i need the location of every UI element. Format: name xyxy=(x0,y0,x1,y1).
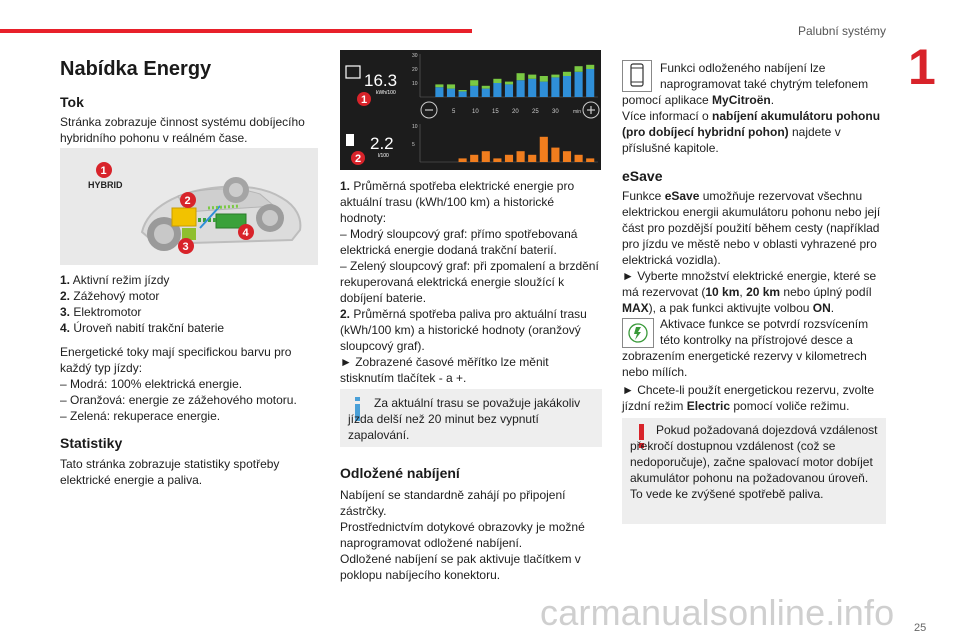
desc-item-blue: – Modrý sloupcový graf: přímo spotřebovaná elektrická energie dodaná trakční baterií. xyxy=(340,227,578,257)
smartphone-paragraph: Funkci odloženého nabíjení lze naprogramovat také chytrým telefonem pomocí aplikace MyCitroën. Více informací o nabíjení akumulátoru pohonu (pro dobíjecí hybridní pohon) najdete v příslušné kapitole. xyxy=(622,61,881,155)
colors-intro: Energetické toky mají specifickou barvu pro každý typ jízdy: xyxy=(60,345,292,375)
blue-bar xyxy=(435,87,443,97)
y-tick-label: 20 xyxy=(412,67,418,73)
green-bar xyxy=(586,65,594,69)
esave-heading: eSave xyxy=(622,168,663,184)
y-tick-label: 10 xyxy=(412,124,418,130)
orange-bar xyxy=(493,158,501,162)
orange-bar xyxy=(586,158,594,162)
chapter-number: 1 xyxy=(908,39,936,95)
y-tick-label: 10 xyxy=(412,81,418,87)
blue-bar xyxy=(563,76,571,97)
svg-text:2: 2 xyxy=(355,153,362,165)
x-tick-label: 20 xyxy=(512,109,519,115)
desc-item-green: – Zelený sloupcový graf: při zpomalení a brzdění rekuperovaná elektrická energie sloužící k dobíjení baterie. xyxy=(340,259,599,305)
page-number: 25 xyxy=(914,622,927,634)
hybrid-label: HYBRID xyxy=(88,180,123,190)
svg-text:1: 1 xyxy=(100,165,107,177)
orange-bar xyxy=(563,151,571,162)
electric-motor xyxy=(182,228,196,240)
stats-text: Tato stránka zobrazuje statistiky spotřeby elektrické energie a paliva. xyxy=(60,457,280,487)
blue-bar xyxy=(551,77,559,97)
svg-text:3: 3 xyxy=(182,241,189,253)
header-red-bar xyxy=(0,29,472,33)
rear-wheel xyxy=(223,177,249,203)
green-bar xyxy=(459,90,467,91)
list-item: – Modrá: 100% elektrická energie. xyxy=(60,377,243,391)
blue-bar xyxy=(447,89,455,97)
info-note xyxy=(340,389,602,447)
fuel-pump-icon xyxy=(346,134,354,146)
blue-bar xyxy=(517,80,525,97)
orange-bar xyxy=(528,155,536,162)
blue-bar xyxy=(540,82,548,97)
green-bar xyxy=(528,75,536,79)
green-bar xyxy=(435,84,443,87)
blue-bar xyxy=(586,69,594,97)
x-tick-label: 5 xyxy=(452,109,456,115)
flow-legend-list xyxy=(60,272,318,336)
svg-text:1: 1 xyxy=(361,94,368,106)
esave-paragraph-1: Funkce eSave umožňuje rezervovat všechnu elektrickou energii akumulátoru pohonu nebo její část pro pozdější použití během cesty (například pro jízdu ve městě nebo v oblasti vyhrazené pro elektrická vozidla). xyxy=(622,189,881,267)
orange-bar xyxy=(540,137,548,162)
info-note-text: Za aktuální trasu se považuje jakákoliv jízda delší než 20 minut bez vypnutí zapalování. xyxy=(348,396,581,442)
svg-text:l/100: l/100 xyxy=(378,153,389,159)
delayed-charging-heading: Odložené nabíjení xyxy=(340,465,460,481)
flow-intro: Stránka zobrazuje činnost systému dobíjecího hybridního pohonu v reálném čase. xyxy=(60,115,305,145)
orange-bar xyxy=(551,148,559,162)
green-bar xyxy=(540,76,548,82)
blue-bar xyxy=(528,79,536,97)
blue-bar xyxy=(505,84,513,97)
scale-plus-button[interactable] xyxy=(583,102,599,118)
green-bar xyxy=(551,75,559,78)
list-item: – Zelená: rekuperace energie. xyxy=(60,409,221,423)
electric-plug-icon xyxy=(346,66,360,78)
green-bar xyxy=(493,79,501,83)
blue-bar xyxy=(470,86,478,97)
list-item: 3. Elektromotor xyxy=(60,305,142,319)
consumption-statistics-figure xyxy=(340,50,601,170)
esave-paragraph-3: Aktivace funkce se potvrdí rozsvícením této kontrolky na přístrojové desce a zobrazením energetické rezervy v kilometrech nebo mílích. xyxy=(622,317,869,379)
list-item: 1. Aktivní režim jízdy xyxy=(60,273,170,287)
watermark: carmanualsonline.info xyxy=(540,592,895,633)
orange-bar xyxy=(459,158,467,162)
svg-text:2.2: 2.2 xyxy=(370,134,394,153)
colors-list xyxy=(60,376,322,424)
y-tick-label: 30 xyxy=(412,53,418,59)
x-tick-label: 25 xyxy=(532,109,539,115)
desc-item-1: 1. Průměrná spotřeba elektrické energie pro aktuální trasu (kWh/100 km) a historické hodnoty: xyxy=(340,179,575,225)
x-axis-unit: min xyxy=(573,109,582,115)
x-tick-label: 15 xyxy=(492,109,499,115)
engine-block xyxy=(172,208,196,226)
green-bar xyxy=(517,73,525,80)
blue-bar xyxy=(575,72,583,97)
esave-paragraph-4: ► Chcete-li použít energetickou rezervu, zvolte jízdní režim Electric pomocí voliče režimu. xyxy=(622,383,874,413)
orange-bar xyxy=(575,155,583,162)
electric-consumption-readout xyxy=(346,66,397,96)
esave-paragraph-2: ► Vyberte množství elektrické energie, které se má rezervovat (10 km, 20 km nebo úplný podíl MAX), a pak funkci aktivujte volbou ON. xyxy=(622,269,877,315)
blue-bar xyxy=(493,83,501,97)
green-bar xyxy=(575,66,583,72)
warning-note-text: Pokud požadovaná dojezdová vzdálenost překročí dostupnou vzdálenost (což se nedoporučuje), začne spalovací motor dobíjet akumulátor pohonu na požadovanou úroveň. To vede ke zvýšené spotřebě paliva. xyxy=(630,423,878,501)
green-bar xyxy=(505,82,513,85)
blue-bar xyxy=(459,91,467,97)
x-tick-label: 10 xyxy=(472,109,479,115)
green-bar xyxy=(470,80,478,86)
chart-description xyxy=(340,178,602,386)
green-bar xyxy=(482,86,490,89)
green-bar xyxy=(447,84,455,88)
y-tick-label: 5 xyxy=(412,142,415,148)
list-item: 2. Zážehový motor xyxy=(60,289,160,303)
orange-bar xyxy=(482,151,490,162)
svg-text:4: 4 xyxy=(242,227,249,239)
flow-heading: Tok xyxy=(60,94,84,110)
x-tick-label: 30 xyxy=(552,109,559,115)
svg-text:16.3: 16.3 xyxy=(364,71,398,90)
blue-bar xyxy=(482,89,490,97)
svg-text:kWh/100: kWh/100 xyxy=(376,90,396,96)
hybrid-flow-figure xyxy=(60,148,318,265)
list-item: – Oranžová: energie ze zážehového motoru. xyxy=(60,393,297,407)
desc-item-scale: ► Zobrazené časové měřítko lze měnit stisknutím tlačítek - a +. xyxy=(340,355,549,385)
green-bar xyxy=(563,72,571,76)
desc-item-2: 2. Průměrná spotřeba paliva pro aktuální trasu (kWh/100 km) a historické hodnoty (oranžový sloupcový graf). xyxy=(340,307,587,353)
orange-bar xyxy=(517,151,525,162)
orange-bar xyxy=(470,155,478,162)
orange-bar xyxy=(505,155,513,162)
warning-note xyxy=(622,418,886,524)
page-title: Nabídka Energy xyxy=(60,58,212,80)
scale-minus-button[interactable] xyxy=(421,102,437,118)
section-title: Palubní systémy xyxy=(798,24,887,38)
delayed-charging-text: Nabíjení se standardně zahájí po připojení zástrčky. Prostřednictvím dotykové obrazovky je možné naprogramovat odložené nabíjení. Odložené nabíjení se pak aktivuje tlačítkem v poklopu nabíjecího konektoru. xyxy=(340,488,585,582)
stats-heading: Statistiky xyxy=(60,435,123,451)
svg-text:2: 2 xyxy=(184,195,191,207)
list-item: 4. Úroveň nabití trakční baterie xyxy=(60,321,225,335)
